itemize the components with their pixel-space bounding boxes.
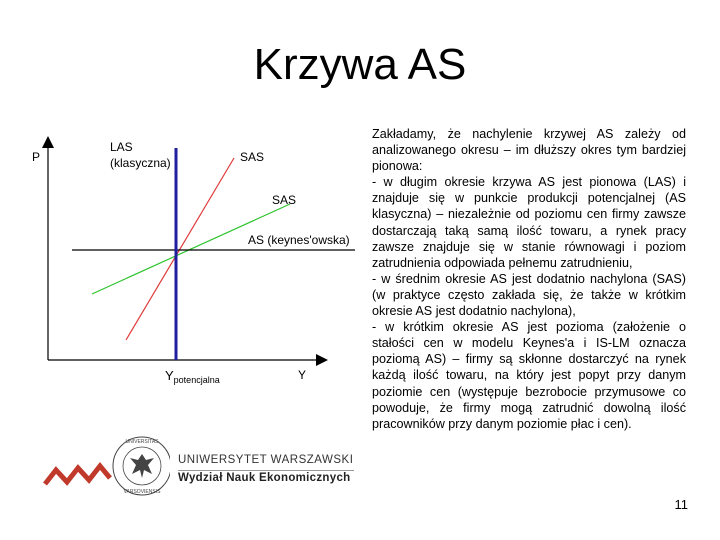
y-potential-label <box>165 368 220 383</box>
explanation-text <box>372 126 686 432</box>
university-logo <box>40 432 370 502</box>
paragraph-medium-run: - w średnim okresie AS jest dodatnio nachylona (SAS) (w praktyce często zakłada się, że także w krótkim okresie AS jest dodatnio nachylona), <box>372 271 686 319</box>
sas-flat-curve <box>92 204 290 294</box>
slide-title: Krzywa AS <box>253 40 467 89</box>
sas-upper-label: SAS <box>240 150 265 164</box>
university-seal-icon <box>113 437 170 495</box>
x-axis-label: Y <box>298 368 307 382</box>
university-name: UNIWERSYTET WARSZAWSKI <box>178 454 354 466</box>
las-label-line2: (klasyczna) <box>110 156 171 170</box>
as-diagram-svg <box>0 120 370 400</box>
paragraph-intro: Zakładamy, że nachylenie krzywej AS zależy od analizowanego okresu – im dłuższy okres tym bardziej pionowa: <box>372 127 686 174</box>
paragraph-long-run: - w długim okresie krzywa AS jest pionowa (LAS) i znajduje się w punkcie produkcji potencjalnej (AS klasyczna) – niezależnie od poziomu cen firmy zawsze dostarczają taką samą ilość towaru, a rynek pracy zawsze znajduje się w stanie równowagi i poziom zatrudnienia odpowiada pełnemu zatrudnieniu, <box>372 175 686 270</box>
as-curve-diagram <box>0 120 370 400</box>
y-axis-label: P <box>32 150 41 164</box>
sas-steep-curve <box>126 158 234 340</box>
page-number: 11 <box>674 497 688 512</box>
y-potential-main: Y <box>165 368 174 383</box>
seal-text-top: UNIVERSITAS <box>125 439 159 445</box>
faculty-name: Wydział Nauk Ekonomicznych <box>178 472 351 484</box>
las-label-line1: LAS <box>110 140 133 154</box>
paragraph-short-run: - w krótkim okresie AS jest pozioma (założenie o stałości cen w modelu Keynes'a i IS-LM oznacza poziomą AS) – firmy są skłonne dostarczyć na rynek każdą ilość towaru, na który jest popyt przy danym poziomie cen (występuje bezrobocie przymusowe co powoduje, że firmy mogą zatrudnić dowolną ilość pracowników przy danym poziomie płac i cen). <box>372 320 686 431</box>
zigzag-logo-icon <box>45 466 110 484</box>
logo-divider <box>178 470 354 471</box>
keynes-label: AS (keynes'owska) <box>248 233 350 247</box>
logo-graphics <box>40 432 170 502</box>
y-potential-sub: potencjalna <box>173 375 220 385</box>
sas-mid-label: SAS <box>272 193 297 207</box>
seal-text-bottom: VARSOVIENSIS <box>123 489 161 495</box>
